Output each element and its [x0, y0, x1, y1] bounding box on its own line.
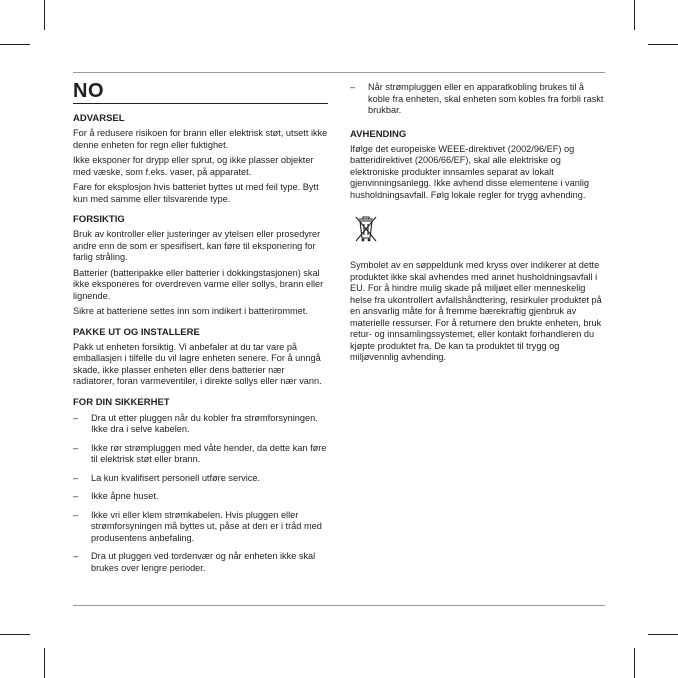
unpack-section: [73, 327, 328, 388]
crop-mark: [648, 44, 678, 45]
disposal-heading: AVHENDING: [350, 128, 407, 140]
warning-section: [73, 113, 328, 205]
list-item: [73, 443, 328, 466]
caution-paragraph: Bruk av kontroller eller justeringer av ytelsen eller prosedyrer andre enn de som er spesifisert, kan føre til eksponering for farlig stråling.: [73, 229, 321, 262]
list-item-text: Dra ut pluggen ved tordenvær og når enheten ikke skal brukes over lengre perioder.: [91, 551, 316, 573]
list-item: [350, 82, 605, 117]
list-item: [73, 413, 328, 436]
caution-heading: FORSIKTIG: [73, 214, 125, 225]
safety-list: [73, 413, 328, 575]
list-item-text: Ikke vri eller klem strømkabelen. Hvis pluggen eller strømforsyningen må byttes ut, påse at den er i tråd med produsentens anbefaling.: [91, 509, 322, 543]
dash-bullet: –: [73, 412, 79, 423]
crop-mark: [648, 634, 678, 635]
dash-bullet: –: [350, 82, 356, 92]
unpack-heading: PAKKE UT OG INSTALLERE: [73, 326, 200, 338]
warning-paragraph: For å redusere risikoen for brann eller elektrisk støt, utsett ikke denne enheten for regn eller fuktighet.: [73, 128, 328, 150]
right-column: [350, 82, 605, 368]
top-rule: [73, 72, 605, 73]
list-item-text: Dra ut etter pluggen når du kobler fra strømforsyningen. Ikke dra i selve kabelen.: [91, 412, 318, 434]
continued-safety-list: [350, 82, 605, 117]
left-column: [73, 80, 328, 581]
warning-paragraph: Fare for eksplosjon hvis batteriet byttes ut med feil type. Bytt kun med samme eller tilsvarende type.: [73, 182, 319, 204]
dash-bullet: –: [73, 491, 79, 501]
list-item-text: La kun kvalifisert personell utføre service.: [91, 472, 261, 483]
safety-heading: FOR DIN SIKKERHET: [73, 396, 170, 408]
dash-bullet: –: [73, 472, 79, 483]
warning-paragraph: Ikke eksponer for drypp eller sprut, og ikke plasser objekter med væske, som f.eks. vaser, på apparatet.: [73, 155, 314, 177]
dash-bullet: –: [73, 442, 79, 453]
caution-paragraph: Batterier (batteripakke eller batterier i dokkingstasjonen) skal ikke eksponeres for overdreven varme eller sollys, brann eller lignende.: [73, 267, 324, 301]
list-item-text: Når strømpluggen eller en apparatkobling brukes til å koble fra enheten, skal enheten som kobles fra forbli raskt brukbar.: [368, 82, 604, 115]
list-item: [73, 551, 328, 574]
caution-paragraph: Sikre at batteriene settes inn som indikert i batterirommet.: [73, 306, 308, 316]
symbol-paragraph: Symbolet av en søppeldunk med kryss over indikerer at dette produktet ikke skal avhendes med annet husholdningsavfall i EU. For å hindre mulig skade på miljøet eller menneskelig helse fra ukontrollert avfallshåndtering, resirkuler produktet på en ansvarlig måte for å fremme bærekraftig gjenbruk av materielle ressurser. For å returnere den brukte enheten, bruk retur- og innsamlingssystemet, eller kontakt forhandleren du kjøpte produktet fra. De kan ta produktet til trygg og miljøvennlig avhending.: [350, 260, 602, 362]
crop-mark: [0, 634, 30, 635]
unpack-paragraph: Pakk ut enheten forsiktig. Vi anbefaler at du tar vare på emballasjen i tilfelle du vil lagre enheten senere. For å unngå skade, ikke plasser enheten eller dens batterier nær radiatorer, foran varmeventiler, i direkte sollys eller nær vann.: [73, 341, 322, 386]
list-item: [73, 510, 328, 545]
crop-mark: [634, 0, 635, 30]
weee-crossed-bin-icon: [351, 213, 381, 245]
bottom-rule: [73, 605, 605, 606]
disposal-section: [350, 129, 605, 364]
list-item: [73, 491, 328, 503]
safety-section: [73, 397, 328, 575]
crop-mark: [634, 648, 635, 678]
list-item: [73, 473, 328, 485]
dash-bullet: –: [73, 509, 79, 520]
dash-bullet: –: [73, 551, 79, 561]
list-item-text: Ikke rør strømpluggen med våte hender, da dette kan føre til elektrisk støt eller brann.: [91, 442, 327, 464]
language-heading: NO: [73, 80, 328, 104]
warning-heading: ADVARSEL: [73, 113, 125, 124]
disposal-paragraph: Ifølge det europeiske WEEE-direktivet (2002/96/EF) og batteridirektivet (2006/66/EF), skal alle elektriske og elektroniske produkter innsamles separat av lokalt gjenvinningsanlegg. Ikke avhend disse elementene i vanlig husholdningsavfall. Følg lokale regler for trygg avhending.: [350, 143, 590, 200]
crop-mark: [44, 0, 45, 30]
caution-section: [73, 214, 328, 318]
crop-mark: [0, 44, 30, 45]
crop-mark: [44, 648, 45, 678]
list-item-text: Ikke åpne huset.: [91, 491, 159, 501]
